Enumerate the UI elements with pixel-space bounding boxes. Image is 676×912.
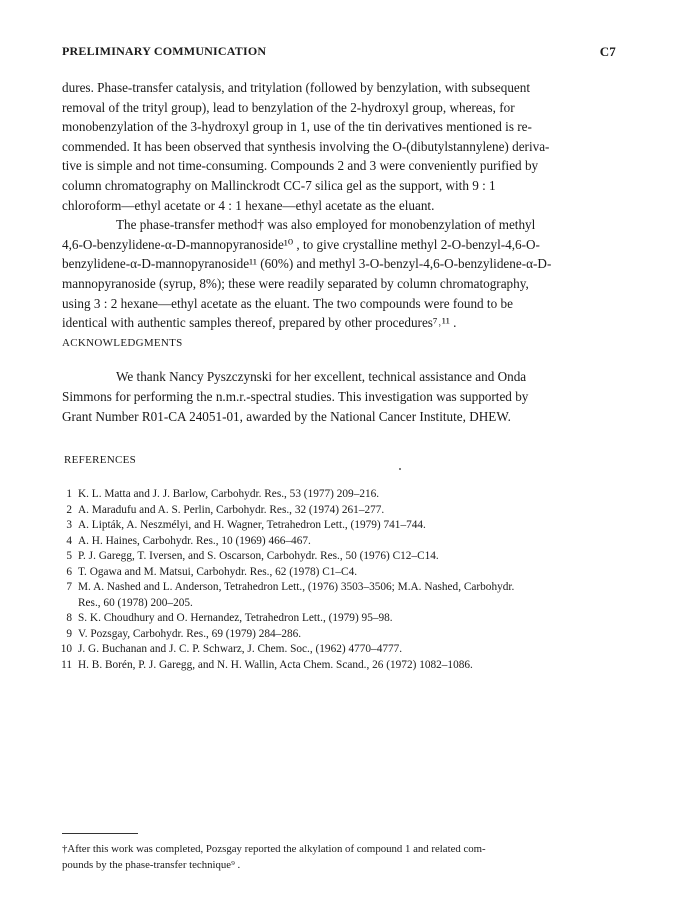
- body-line: commended. It has been observed that synthesis involving the O-(dibutylstannylene) deriva-: [62, 138, 550, 154]
- reference-item: [50, 565, 650, 581]
- footnote: [62, 841, 622, 873]
- body-line: removal of the trityl group), lead to benzylation of the 2-hydroxyl group, whereas, for: [62, 99, 515, 115]
- reference-text: H. B. Borén, P. J. Garegg, and N. H. Wallin, Acta Chem. Scand., 26 (1972) 1082–1086.: [78, 658, 473, 671]
- ack-line: Simmons for performing the n.m.r.-spectral studies. This investigation was supported by: [62, 389, 529, 404]
- body-line: column chromatography on Mallinckrodt CC-7 silica gel as the support, with 9 : 1: [62, 177, 496, 193]
- reference-number: 9: [66, 627, 72, 640]
- reference-number: 8: [66, 612, 72, 624]
- reference-list: [50, 487, 650, 673]
- reference-text: T. Ogawa and M. Matsui, Carbohydr. Res., 62 (1978) C1–C4.: [78, 565, 358, 578]
- reference-number: 1: [66, 488, 72, 500]
- reference-text: M. A. Nashed and L. Anderson, Tetrahedron Lett., (1976) 3503–3506; M.A. Nashed, Carbohydr.: [78, 581, 515, 593]
- body-line: chloroform—ethyl acetate or 4 : 1 hexane—ethyl acetate as the eluant.: [62, 197, 435, 213]
- reference-text: A. H. Haines, Carbohydr. Res., 10 (1969) 466–467.: [78, 534, 311, 547]
- footnote-line: pounds by the phase-transfer technique⁹ .: [62, 859, 241, 871]
- reference-number: 10: [60, 643, 72, 655]
- body-line: The phase-transfer method† was also employed for monobenzylation of methyl: [116, 217, 536, 233]
- reference-text: P. J. Garegg, T. Iversen, and S. Oscarson, Carbohydr. Res., 50 (1976) C12–C14.: [78, 550, 439, 562]
- page-number: C7: [599, 44, 616, 59]
- footnote-rule: [62, 833, 138, 834]
- reference-text: A. Lipták, A. Neszmélyi, and H. Wagner, Tetrahedron Lett., (1979) 741–744.: [78, 519, 426, 531]
- print-speck: [399, 468, 401, 470]
- body-paragraphs: [62, 78, 616, 333]
- reference-item: [50, 611, 650, 627]
- reference-number: 2: [66, 503, 72, 516]
- reference-continuation: Res., 60 (1978) 200–205.: [78, 596, 193, 609]
- reference-item: [50, 658, 650, 674]
- reference-item: [50, 518, 650, 534]
- reference-item: [50, 503, 650, 519]
- reference-text: J. G. Buchanan and J. C. P. Schwarz, J. Chem. Soc., (1962) 4770–4777.: [78, 643, 403, 655]
- ack-line: Grant Number R01-CA 24051-01, awarded by the National Cancer Institute, DHEW.: [62, 409, 511, 424]
- reference-number: 3: [66, 519, 72, 531]
- reference-item: [50, 627, 650, 643]
- reference-text: A. Maradufu and A. S. Perlin, Carbohydr. Res., 32 (1974) 261–277.: [78, 503, 385, 516]
- reference-number: 5: [66, 550, 72, 562]
- reference-number: 7: [66, 581, 72, 593]
- body-line: identical with authentic samples thereof, prepared by other procedures⁷˒¹¹ .: [62, 315, 457, 331]
- body-line: monobenzylation of the 3-hydroxyl group in 1, use of the tin derivatives mentioned is re-: [62, 119, 532, 135]
- reference-text: V. Pozsgay, Carbohydr. Res., 69 (1979) 284–286.: [78, 627, 302, 640]
- body-line: 4,6-O-benzylidene-α-D-mannopyranoside¹⁰ , to give crystalline methyl 2-O-benzyl-4,6-O-: [62, 236, 540, 252]
- acknowledgments-heading: ACKNOWLEDGMENTS: [62, 337, 183, 349]
- reference-item: [50, 580, 650, 611]
- reference-item: [50, 642, 650, 658]
- reference-item: [50, 549, 650, 565]
- reference-number: 4: [66, 534, 72, 547]
- acknowledgments-text: [62, 367, 616, 427]
- reference-text: S. K. Choudhury and O. Hernandez, Tetrahedron Lett., (1979) 95–98.: [78, 612, 393, 624]
- body-line: mannopyranoside (syrup, 8%); these were readily separated by column chromatography,: [62, 275, 529, 291]
- reference-number: 6: [66, 565, 72, 578]
- references-heading: REFERENCES: [64, 454, 137, 466]
- body-line: tive is simple and not time-consuming. Compounds 2 and 3 were conveniently purified by: [62, 158, 539, 174]
- body-line: dures. Phase-transfer catalysis, and tritylation (followed by benzylation, with subsequent: [62, 80, 531, 95]
- reference-item: [50, 534, 650, 550]
- footnote-line: †After this work was completed, Pozsgay reported the alkylation of compound 1 and related com-: [62, 843, 486, 855]
- running-head-title: PRELIMINARY COMMUNICATION: [62, 44, 267, 58]
- ack-line: We thank Nancy Pyszczynski for her excellent, technical assistance and Onda: [116, 369, 527, 384]
- reference-number: 11: [61, 658, 72, 671]
- reference-item: [50, 487, 650, 503]
- body-line: benzylidene-α-D-mannopyranoside¹¹ (60%) and methyl 3-O-benzyl-4,6-O-benzylidene-α-D-: [62, 256, 552, 272]
- body-line: using 3 : 2 hexane—ethyl acetate as the eluant. The two compounds were found to be: [62, 295, 513, 311]
- reference-text: K. L. Matta and J. J. Barlow, Carbohydr. Res., 53 (1977) 209–216.: [78, 488, 380, 500]
